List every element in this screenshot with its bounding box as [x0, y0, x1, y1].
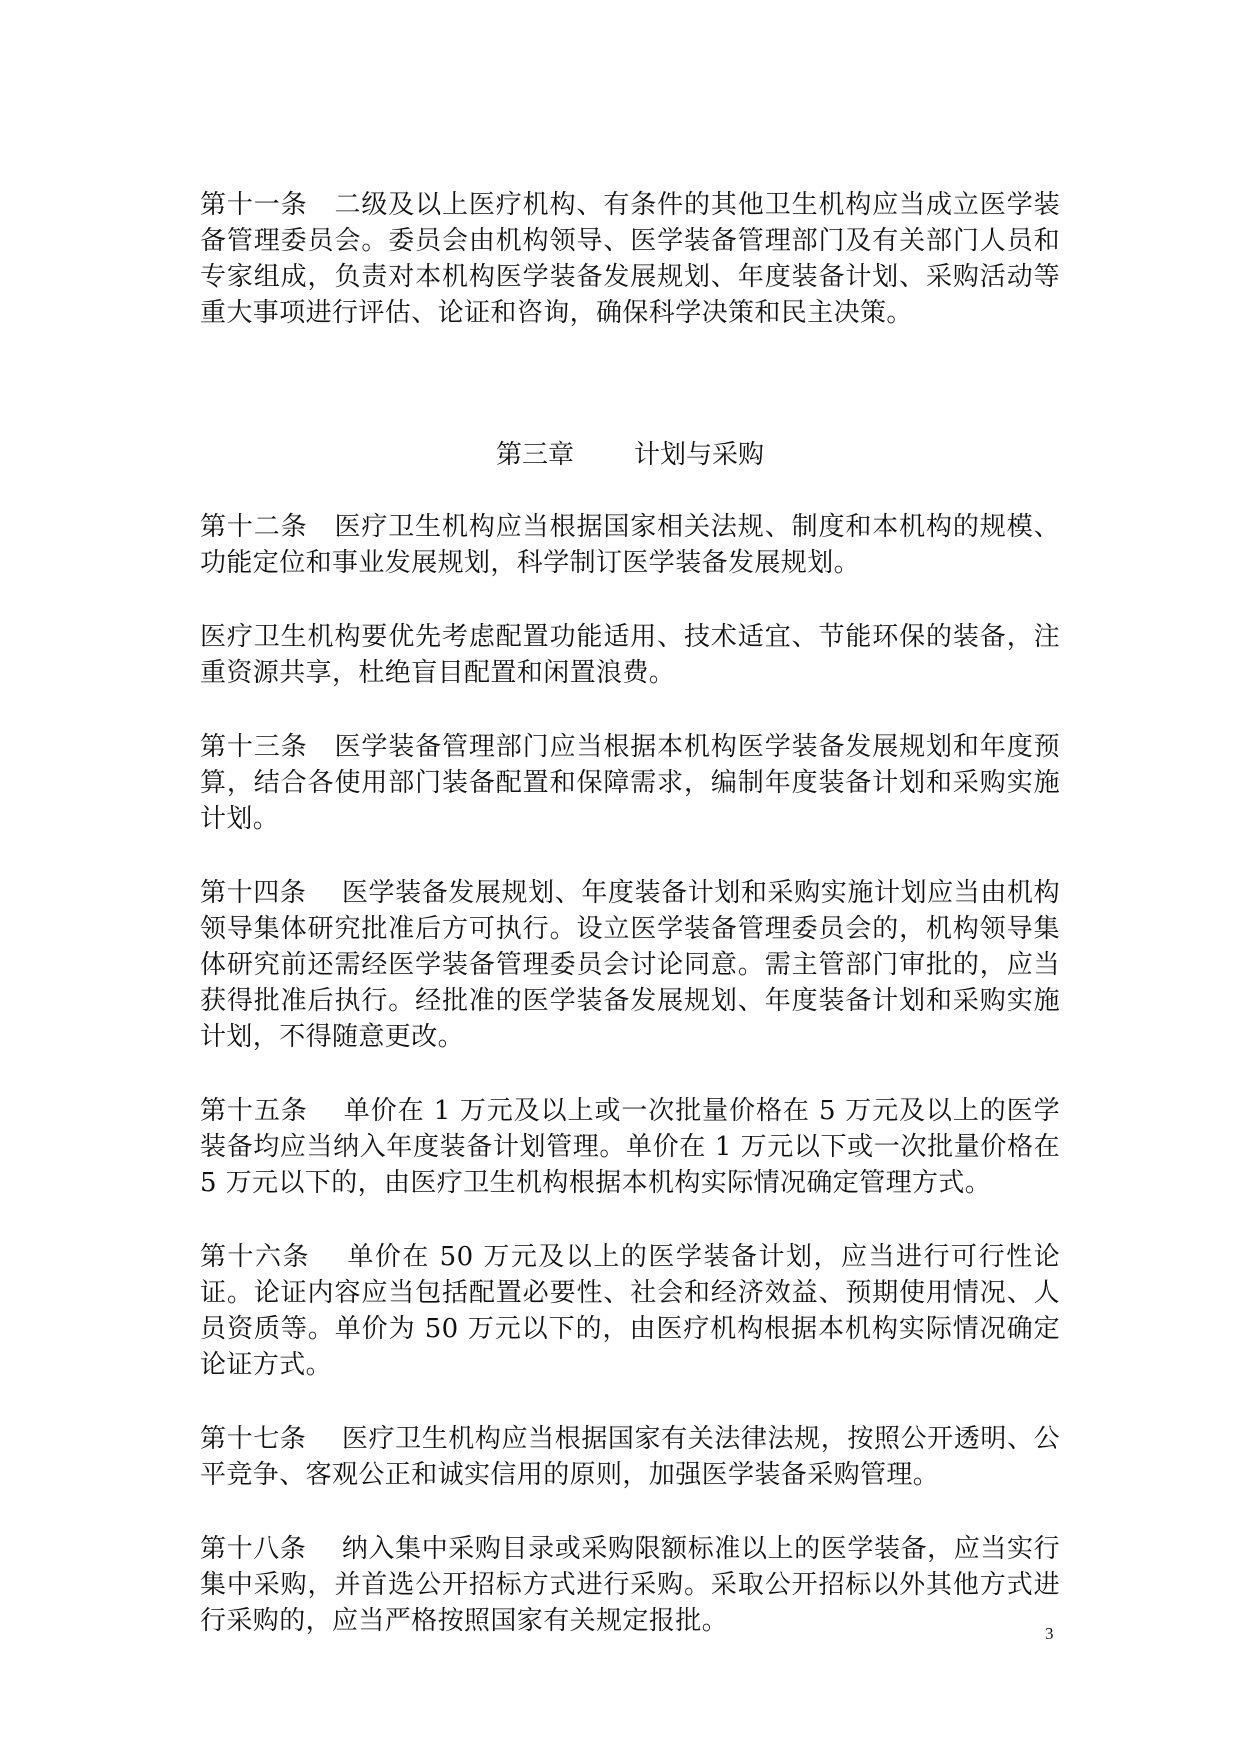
article-16-paragraph: 第十六条 单价在 50 万元及以上的医学装备计划，应当进行可行性论证。论证内容应当包括配置必要性、社会和经济效益、预期使用情况、人员资质等。单价为 50 万元以下的，由医疗机构根据本机构实际情况确定论证方式。 [200, 1242, 1060, 1380]
chapter-heading [200, 437, 1060, 473]
article-12-paragraph: 第十二条 医疗卫生机构应当根据国家相关法规、制度和本机构的规模、功能定位和事业发展规划，科学制订医学装备发展规划。 [200, 512, 1060, 578]
article-17-paragraph: 第十七条 医疗卫生机构应当根据国家有关法律法规，按照公开透明、公平竞争、客观公正和诚实信用的原则，加强医学装备采购管理。 [200, 1424, 1060, 1490]
article-13-paragraph: 第十三条 医学装备管理部门应当根据本机构医学装备发展规划和年度预算，结合各使用部门装备配置和保障需求，编制年度装备计划和采购实施计划。 [200, 732, 1060, 834]
chapter-articles [200, 509, 1060, 1639]
article-11-paragraph: 第十一条 二级及以上医疗机构、有条件的其他卫生机构应当成立医学装备管理委员会。委员会由机构领导、医学装备管理部门及有关部门人员和专家组成，负责对本机构医学装备发展规划、年度装备计划、采购活动等重大事项进行评估、论证和咨询，确保科学决策和民主决策。 [200, 190, 1060, 328]
chapter-title: 计划与采购 [634, 440, 765, 470]
chapter-number: 第三章 [495, 440, 574, 470]
article-12-supplement-paragraph: 医疗卫生机构要优先考虑配置功能适用、技术适宜、节能环保的装备，注重资源共享，杜绝盲目配置和闲置浪费。 [200, 622, 1060, 688]
page-number: 3 [1045, 1624, 1054, 1643]
article-11-block [200, 187, 1060, 331]
article-14-paragraph: 第十四条 医学装备发展规划、年度装备计划和采购实施计划应当由机构领导集体研究批准后方可执行。设立医学装备管理委员会的，机构领导集体研究前还需经医学装备管理委员会讨论同意。需主管部门审批的，应当获得批准后执行。经批准的医学装备发展规划、年度装备计划和采购实施计划，不得随意更改。 [200, 878, 1060, 1052]
article-15-paragraph: 第十五条 单价在 1 万元及以上或一次批量价格在 5 万元及以上的医学装备均应当纳入年度装备计划管理。单价在 1 万元以下或一次批量价格在 5 万元以下的，由医疗卫生机构根据本机构实际情况确定管理方式。 [200, 1096, 1060, 1198]
article-18-paragraph: 第十八条 纳入集中采购目录或采购限额标准以上的医学装备，应当实行集中采购，并首选公开招标方式进行采购。采取公开招标以外其他方式进行采购的，应当严格按照国家有关规定报批。 [200, 1534, 1060, 1636]
